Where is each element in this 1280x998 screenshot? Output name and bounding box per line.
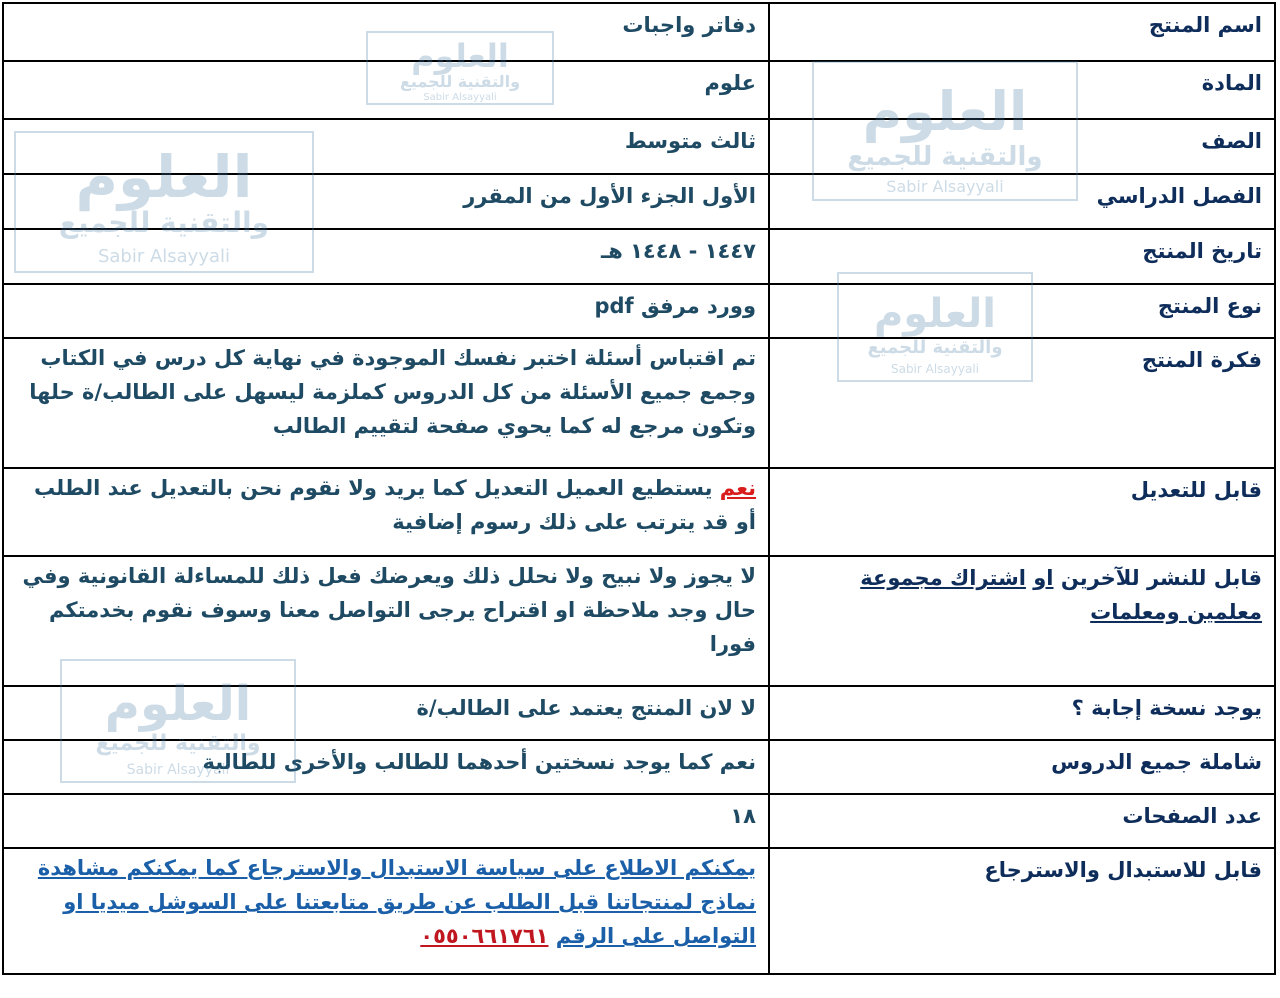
svg-text:Sabir Alsayyali: Sabir Alsayyali xyxy=(886,177,1004,196)
svg-text:والتقنية للجميع: والتقنية للجميع xyxy=(399,72,521,91)
row-value: تم اقتباس أسئلة اختبر نفسك الموجودة في نهاية كل درس في الكتاب وجمع جميع الأسئلة من كل الدروس كملزمة ليسهل على الطالب/ة حلها وتكون مرجع له كما يحوي صفحة لتقييم الطالب xyxy=(3,338,769,468)
svg-text:والتقنية للجميع: والتقنية للجميع xyxy=(867,337,1003,358)
row-label: نوع المنتج xyxy=(769,284,1275,338)
row-value: نعم كما يوجد نسختين أحدهما للطالب والأخرى للطالبة xyxy=(3,740,769,794)
row-label: عدد الصفحات xyxy=(769,794,1275,848)
table-row xyxy=(3,229,1275,284)
svg-text:العلوم: العلوم xyxy=(862,80,1028,143)
yes-word: نعم xyxy=(719,476,756,500)
row-label: المادة xyxy=(769,61,1275,119)
svg-text:Sabir Alsayyali: Sabir Alsayyali xyxy=(97,246,231,267)
row-label-group xyxy=(769,556,1275,686)
table-row xyxy=(3,740,1275,794)
row-label: اسم المنتج xyxy=(769,3,1275,61)
table-row xyxy=(3,468,1275,556)
table-row xyxy=(3,686,1275,740)
row-value: يستطيع العميل التعديل كما يريد ولا نقوم نحن بالتعديل عند الطلب أو قد يترتب على ذلك رسوم إضافية xyxy=(34,476,756,534)
row-label: قابل للتعديل xyxy=(769,468,1275,556)
svg-text:والتقنية للجميع: والتقنية للجميع xyxy=(847,142,1043,172)
row-value: ثالث متوسط xyxy=(3,119,769,174)
svg-text:Sabir Alsayyali: Sabir Alsayyali xyxy=(890,362,980,376)
phone-number: ٠٥٥٠٦٦١٧٦١ xyxy=(420,924,549,948)
product-spec-table xyxy=(2,2,1276,975)
row-label: الصف xyxy=(769,119,1275,174)
svg-text:العلوم: العلوم xyxy=(873,291,997,337)
table-row xyxy=(3,174,1275,229)
svg-text:العلوم: العلوم xyxy=(411,37,509,75)
svg-text:والتقنية للجميع: والتقنية للجميع xyxy=(58,206,270,239)
row-label: فكرة المنتج xyxy=(769,338,1275,468)
table-row xyxy=(3,848,1275,974)
svg-text:العلوم: العلوم xyxy=(75,143,253,211)
row-label: شاملة جميع الدروس xyxy=(769,740,1275,794)
row-label: قابل للنشر للآخرين xyxy=(1060,566,1262,590)
row-value: ١٨ xyxy=(3,794,769,848)
table-row xyxy=(3,338,1275,468)
row-value: يمكنكم الاطلاع على سياسة الاستبدال والاسترجاع كما يمكنكم مشاهدة نماذج لمنتجاتنا قبل الطلب عن طريق متابعتنا على السوشل ميديا او التواصل على الرقم xyxy=(37,856,756,948)
svg-text:Sabir Alsayyali: Sabir Alsayyali xyxy=(423,92,497,103)
row-label: قابل للاستبدال والاسترجاع xyxy=(769,848,1275,974)
row-value: ١٤٤٧ - ١٤٤٨ هـ xyxy=(3,229,769,284)
table-row xyxy=(3,3,1275,61)
svg-text:العلوم: العلوم xyxy=(104,676,252,732)
svg-text:والتقنية للجميع: والتقنية للجميع xyxy=(95,731,261,756)
svg-text:Sabir Alsayyali: Sabir Alsayyali xyxy=(126,762,230,778)
row-value: لا يجوز ولا نبيح ولا نحلل ذلك ويعرضك فعل ذلك للمساءلة القانونية وفي حال وجد ملاحظة او اقتراح يرجى التواصل معنا وسوف نقوم بخدمتكم فورا xyxy=(3,556,769,686)
table-row xyxy=(3,284,1275,338)
row-label: الفصل الدراسي xyxy=(769,174,1275,229)
row-label-sub: اشتراك مجموعة معلمين ومعلمات xyxy=(860,566,1262,624)
row-value-group xyxy=(3,468,769,556)
row-label: يوجد نسخة إجابة ؟ xyxy=(769,686,1275,740)
table-row xyxy=(3,556,1275,686)
row-value: وورد مرفق pdf xyxy=(3,284,769,338)
table-row xyxy=(3,61,1275,119)
row-label: تاريخ المنتج xyxy=(769,229,1275,284)
row-value: علوم xyxy=(3,61,769,119)
row-label-or: او xyxy=(1033,566,1054,590)
table-row xyxy=(3,794,1275,848)
row-value: دفاتر واجبات xyxy=(3,3,769,61)
row-value-group xyxy=(3,848,769,974)
row-value: الأول الجزء الأول من المقرر xyxy=(3,174,769,229)
table-row xyxy=(3,119,1275,174)
row-value: لا لان المنتج يعتمد على الطالب/ة xyxy=(3,686,769,740)
